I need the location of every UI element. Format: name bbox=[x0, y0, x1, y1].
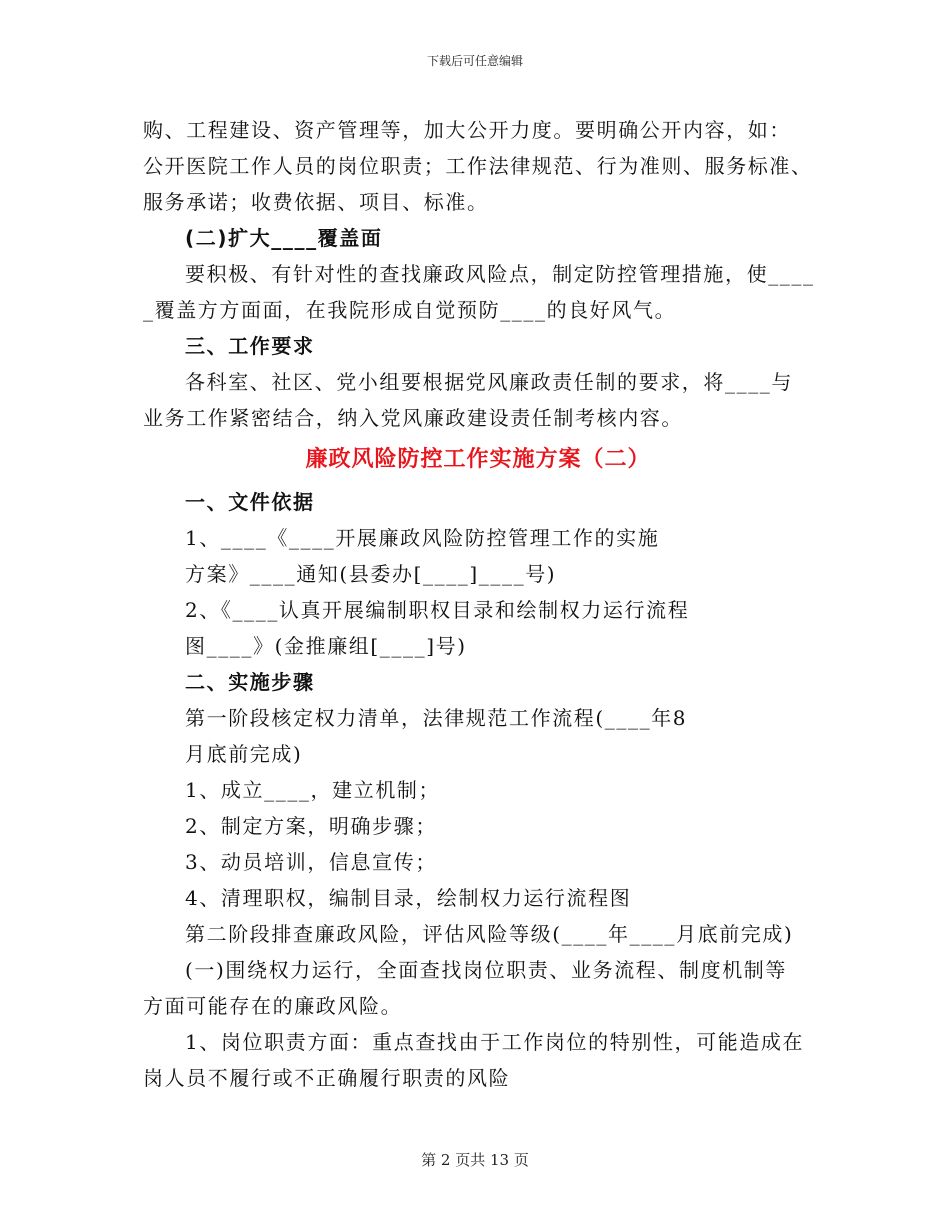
body-line: 各科室、社区、党小组要根据党风廉政责任制的要求，将____与 bbox=[185, 370, 793, 394]
page-header: 下载后可任意编辑 bbox=[426, 54, 523, 68]
document-title: 廉政风险防控工作实施方案（二） bbox=[305, 447, 651, 472]
body-line: 业务工作紧密结合，纳入党风廉政建设责任制考核内容。 bbox=[143, 406, 683, 430]
body-line: 方案》____通知(县委办[____]____号) bbox=[185, 562, 557, 586]
body-line: 月底前完成) bbox=[185, 742, 303, 766]
body-line: 1、____《____开展廉政风险防控管理工作的实施 bbox=[185, 526, 660, 550]
body-line: 2、《____认真开展编制职权目录和绘制权力运行流程 bbox=[185, 598, 690, 622]
document-body bbox=[143, 112, 813, 1096]
body-line: 服务承诺；收费依据、项目、标准。 bbox=[143, 190, 489, 214]
body-line: 1、岗位职责方面：重点查找由于工作岗位的特别性，可能造成在 bbox=[185, 1030, 805, 1054]
body-line: 公开医院工作人员的岗位职责；工作法律规范、行为准则、服务标准、 bbox=[143, 154, 813, 178]
body-line: 购、工程建设、资产管理等，加大公开力度。要明确公开内容，如： bbox=[143, 118, 791, 142]
body-line: (一)围绕权力运行，全面查找岗位职责、业务流程、制度机制等 bbox=[185, 958, 788, 982]
body-line: 图____》(金推廉组[____]号) bbox=[185, 634, 467, 658]
body-line: 4、清理职权，编制目录，绘制权力运行流程图 bbox=[185, 886, 632, 910]
section-heading: 三、工作要求 bbox=[185, 334, 315, 358]
section-heading: (二)扩大____覆盖面 bbox=[185, 226, 383, 250]
body-line: 第一阶段核定权力清单，法律规范工作流程(____年8 bbox=[185, 706, 688, 730]
body-line: 第二阶段排查廉政风险，评估风险等级(____年____月底前完成) bbox=[185, 922, 794, 946]
body-line: 岗人员不履行或不正确履行职责的风险 bbox=[143, 1066, 511, 1090]
section-heading: 一、文件依据 bbox=[185, 490, 315, 514]
page-footer: 第 2 页共 13 页 bbox=[421, 1151, 529, 1169]
body-line: _覆盖方方面面，在我院形成自觉预防____的良好风气。 bbox=[143, 298, 677, 322]
body-line: 3、动员培训，信息宣传； bbox=[185, 850, 437, 874]
body-line: 2、制定方案，明确步骤； bbox=[185, 814, 437, 838]
body-line: 要积极、有针对性的查找廉政风险点，制定防控管理措施，使____ bbox=[185, 262, 815, 286]
section-heading: 二、实施步骤 bbox=[185, 670, 315, 694]
body-line: 1、成立____，建立机制； bbox=[185, 778, 441, 802]
body-line: 方面可能存在的廉政风险。 bbox=[143, 994, 403, 1018]
